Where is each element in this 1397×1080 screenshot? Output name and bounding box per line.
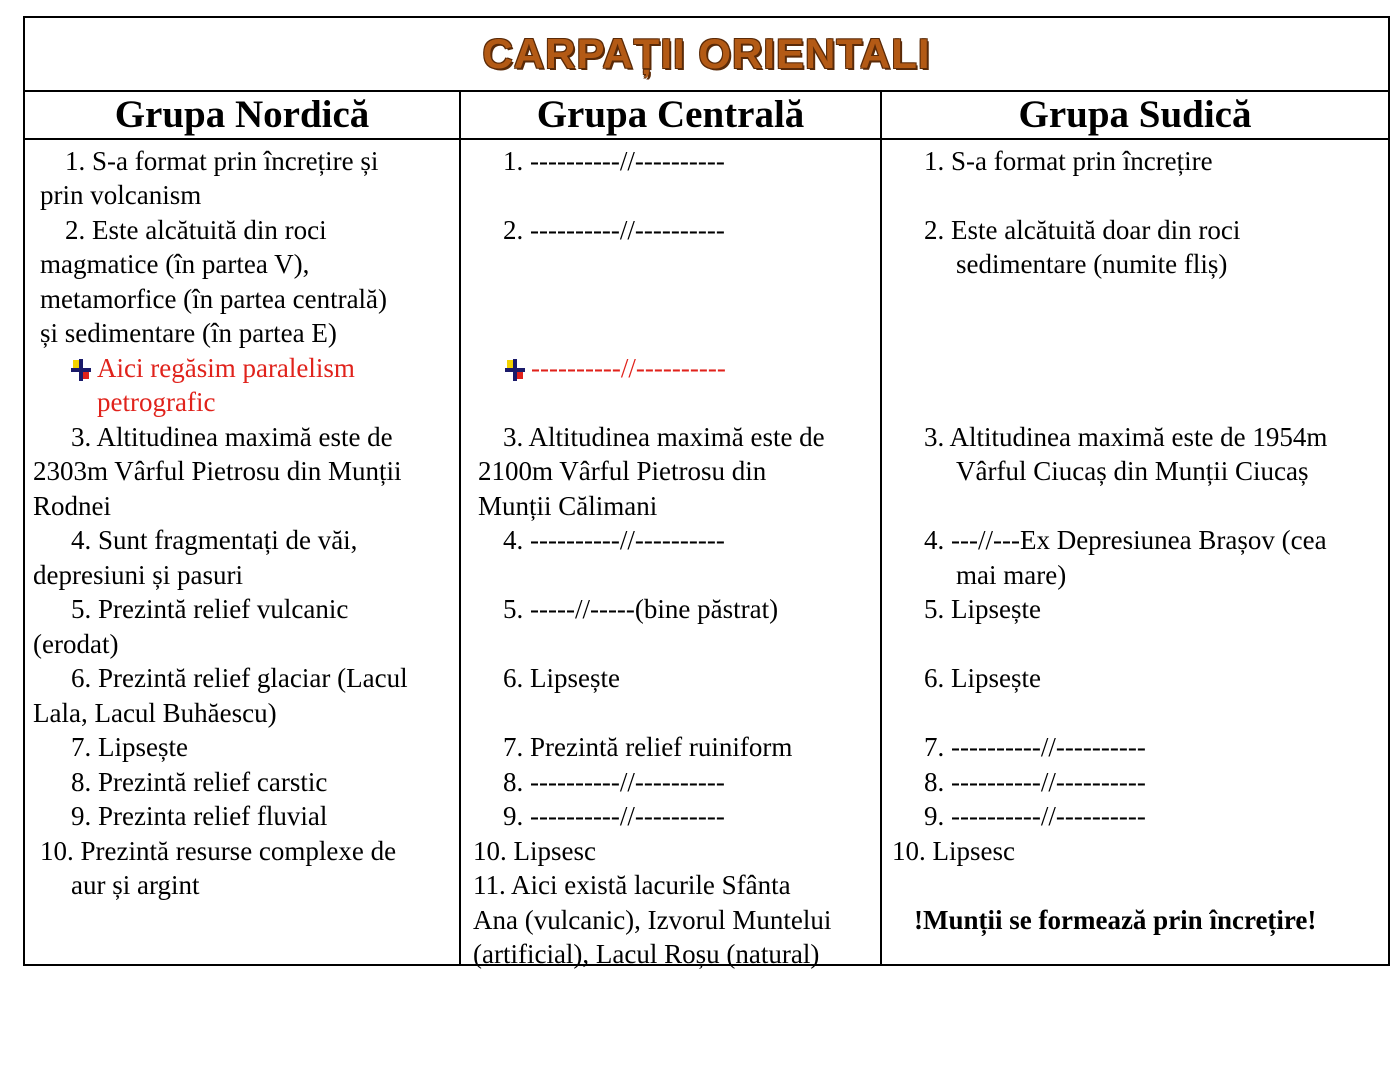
highlight-line [503,351,726,386]
text-line: 3. Altitudinea maximă este de [503,422,825,452]
text-line: 2. Este alcătuită doar din roci [924,215,1241,245]
text-line: 5. Lipsește [924,594,1041,624]
bullet-icon [69,359,93,379]
text-line: 4. ----------//---------- [503,525,725,555]
column-nordica [25,90,461,964]
text-line: 8. ----------//---------- [924,767,1146,797]
column-header-centrala: Grupa Centrală [461,90,880,140]
bullet-icon [503,359,527,379]
text-line: depresiuni și pasuri [33,560,243,590]
conclusion-note: !Munții se formează prin încrețire! [914,905,1317,935]
text-line: aur și argint [71,870,200,900]
text-line: 2303m Vârful Pietrosu din Munții [33,456,402,486]
text-line: 5. Prezintă relief vulcanic [71,594,349,624]
text-line: și sedimentare (în partea E) [40,318,337,348]
text-line: 2100m Vârful Pietrosu din [478,456,767,486]
text-line: 11. Aici există lacurile Sfânta [473,870,791,900]
text-line: 10. Prezintă resurse complexe de [40,836,397,866]
highlight-text: Aici regăsim paralelism [97,353,355,383]
text-line: 5. -----//-----(bine păstrat) [503,594,779,624]
text-line: Ana (vulcanic), Izvorul Muntelui [473,905,832,935]
text-line: 8. ----------//---------- [503,767,725,797]
text-line: (erodat) [33,629,119,659]
table-frame [23,16,1390,969]
text-line: 8. Prezintă relief carstic [71,767,328,797]
text-line: 6. Prezintă relief glaciar (Lacul [71,663,408,693]
text-line: Lala, Lacul Buhăescu) [33,698,277,728]
text-line: 10. Lipsesc [892,836,1015,866]
text-line: 2. Este alcătuită din roci [65,215,327,245]
highlight-line [69,351,355,386]
column-sudica [882,90,1388,964]
text-line: 6. Lipsește [924,663,1041,693]
title-row [25,18,1388,92]
text-line: 4. ---//---Ex Depresiunea Brașov (cea [924,525,1327,555]
text-line: 9. ----------//---------- [924,801,1146,831]
text-line: prin volcanism [40,180,202,210]
text-line: mai mare) [956,560,1067,590]
text-line: metamorfice (în partea centrală) [40,284,388,314]
text-line: 1. S-a format prin încrețire și [65,146,379,176]
column-header-nordica: Grupa Nordică [25,90,459,140]
text-line: 3. Altitudinea maximă este de 1954m [924,422,1328,452]
text-line: Rodnei [33,491,111,521]
text-line: sedimentare (numite fliș) [956,249,1228,279]
text-line: 4. Sunt fragmentați de văi, [71,525,358,555]
text-line: 9. Prezinta relief fluvial [71,801,328,831]
text-line: 3. Altitudinea maximă este de [71,422,393,452]
text-line: 7. Lipsește [71,732,188,762]
table-body [25,90,1388,969]
text-line: 7. ----------//---------- [924,732,1146,762]
text-line: Vârful Ciucaș din Munții Ciucaș [956,456,1309,486]
text-line: Munții Călimani [478,491,658,521]
text-line: 6. Lipsește [503,663,620,693]
text-line: 10. Lipsesc [473,836,596,866]
column-centrala [461,90,882,969]
text-line: (artificial), Lacul Roșu (natural) [473,939,820,969]
text-line: magmatice (în partea V), [40,249,310,279]
page-title: CARPAȚII ORIENTALI [482,30,931,77]
highlight-text: ----------//---------- [531,353,726,383]
text-line: 1. ----------//---------- [503,146,725,176]
column-header-sudica: Grupa Sudică [882,90,1388,140]
text-line: 2. ----------//---------- [503,215,725,245]
text-line: 9. ----------//---------- [503,801,725,831]
highlight-line: petrografic [97,387,216,417]
text-line: 1. S-a format prin încrețire [924,146,1213,176]
text-line: 7. Prezintă relief ruiniform [503,732,793,762]
